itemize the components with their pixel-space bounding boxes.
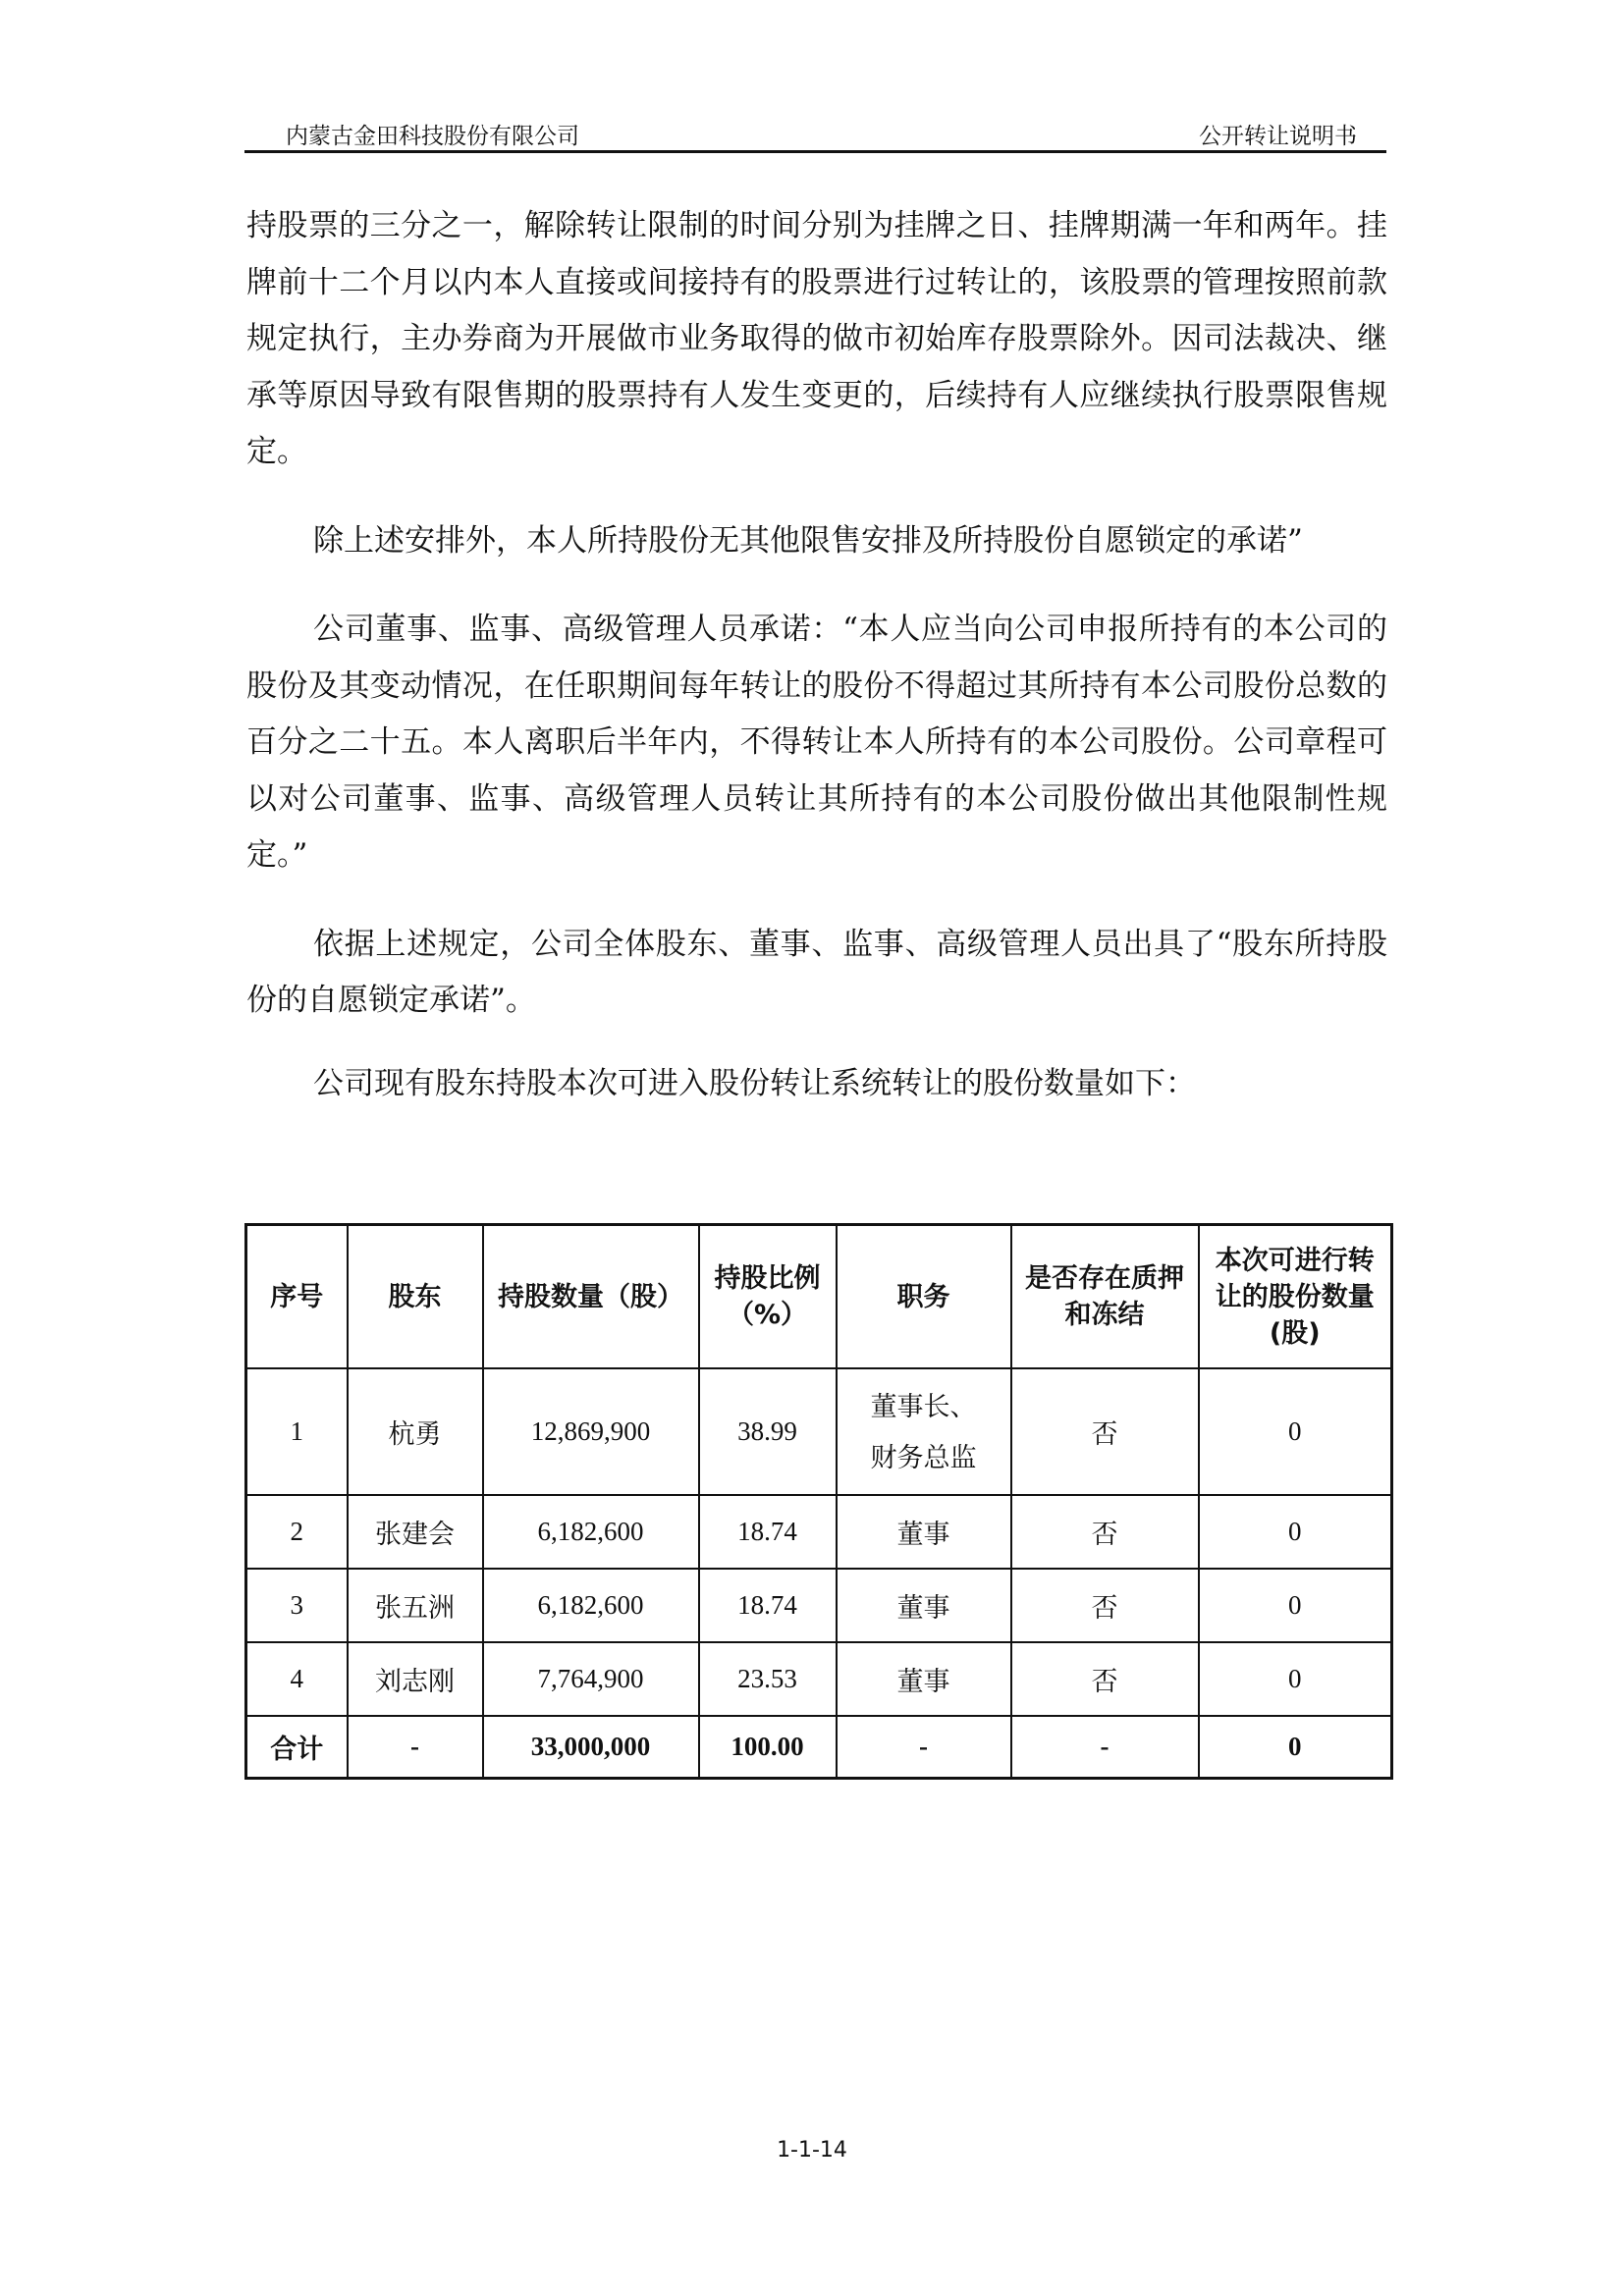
table-header-row — [246, 1225, 1392, 1369]
cell-role-line: 财务总监 — [870, 1442, 977, 1472]
cell-shares: 6,182,600 — [483, 1569, 699, 1642]
cell-holder: 张建会 — [348, 1495, 483, 1569]
cell-transferable: 0 — [1199, 1495, 1392, 1569]
cell-shares: 7,764,900 — [483, 1642, 699, 1716]
total-role: - — [837, 1716, 1011, 1779]
cell-pledge: 否 — [1011, 1569, 1199, 1642]
header-role: 职务 — [837, 1225, 1011, 1369]
table-row — [246, 1569, 1392, 1642]
cell-role-line: 董事长、 — [870, 1391, 977, 1421]
cell-transferable: 0 — [1199, 1569, 1392, 1642]
cell-pledge: 否 — [1011, 1368, 1199, 1495]
cell-seq: 2 — [246, 1495, 348, 1569]
cell-seq: 4 — [246, 1642, 348, 1716]
table-total-row — [246, 1716, 1392, 1779]
table-row — [246, 1495, 1392, 1569]
cell-transferable: 0 — [1199, 1642, 1392, 1716]
cell-pledge: 否 — [1011, 1495, 1199, 1569]
cell-ratio: 18.74 — [699, 1569, 837, 1642]
total-holder: - — [348, 1716, 483, 1779]
cell-shares: 12,869,900 — [483, 1368, 699, 1495]
cell-transferable: 0 — [1199, 1368, 1392, 1495]
header-transferable: 本次可进行转让的股份数量(股) — [1199, 1225, 1392, 1369]
cell-holder: 刘志刚 — [348, 1642, 483, 1716]
cell-pledge: 否 — [1011, 1642, 1199, 1716]
shareholding-table — [244, 1223, 1393, 1780]
cell-role: 董事 — [837, 1642, 1011, 1716]
cell-ratio: 18.74 — [699, 1495, 837, 1569]
total-transferable: 0 — [1199, 1716, 1392, 1779]
cell-seq: 1 — [246, 1368, 348, 1495]
document-title: 公开转让说明书 — [1199, 124, 1357, 149]
paragraph-director-commitment: 公司董事、监事、高级管理人员承诺：“本人应当向公司申报所持有的本公司的股份及其变动情况，在任职期间每年转让的股份不得超过其所持有本公司股份总数的百分之二十五。本人离职后半年内，不得转让本人所持有的本公司股份。公司章程可以对公司董事、监事、高级管理人员转让其所持有的本公司股份做出其他限制性规定。” — [246, 612, 1387, 873]
page-header — [244, 114, 1386, 151]
header-seq: 序号 — [246, 1225, 348, 1369]
total-ratio: 100.00 — [699, 1716, 837, 1779]
total-shares: 33,000,000 — [483, 1716, 699, 1779]
table-row — [246, 1368, 1392, 1495]
header-divider — [244, 150, 1386, 153]
cell-role: 董事 — [837, 1495, 1011, 1569]
total-label: 合计 — [246, 1716, 348, 1779]
cell-seq: 3 — [246, 1569, 348, 1642]
body-text — [246, 198, 1387, 1112]
cell-holder: 杭勇 — [348, 1368, 483, 1495]
header-holder: 股东 — [348, 1225, 483, 1369]
cell-role: 董事 — [837, 1569, 1011, 1642]
paragraph-no-other-restrictions: 除上述安排外，本人所持股份无其他限售安排及所持股份自愿锁定的承诺” — [313, 522, 1303, 559]
company-name: 内蒙古金田科技股份有限公司 — [286, 124, 579, 149]
cell-ratio: 23.53 — [699, 1642, 837, 1716]
header-ratio: 持股比例（%） — [699, 1225, 837, 1369]
header-pledge: 是否存在质押和冻结 — [1011, 1225, 1199, 1369]
header-shares: 持股数量（股） — [483, 1225, 699, 1369]
paragraph-lock-up-commitment: 依据上述规定，公司全体股东、董事、监事、高级管理人员出具了“股东所持股份的自愿锁定承诺”。 — [246, 926, 1387, 1018]
page-number: 1-1-14 — [777, 2138, 847, 2163]
cell-ratio: 38.99 — [699, 1368, 837, 1495]
paragraph-continued: 持股票的三分之一，解除转让限制的时间分别为挂牌之日、挂牌期满一年和两年。挂牌前十二个月以内本人直接或间接持有的股票进行过转让的，该股票的管理按照前款规定执行，主办券商为开展做市业务取得的做市初始库存股票除外。因司法裁决、继承等原因导致有限售期的股票持有人发生变更的，后续持有人应继续执行股票限售规定。 — [246, 208, 1387, 469]
table-row — [246, 1642, 1392, 1716]
cell-shares: 6,182,600 — [483, 1495, 699, 1569]
total-pledge: - — [1011, 1716, 1199, 1779]
cell-holder: 张五洲 — [348, 1569, 483, 1642]
cell-role — [837, 1368, 1011, 1495]
paragraph-table-intro: 公司现有股东持股本次可进入股份转让系统转让的股份数量如下： — [313, 1065, 1196, 1101]
